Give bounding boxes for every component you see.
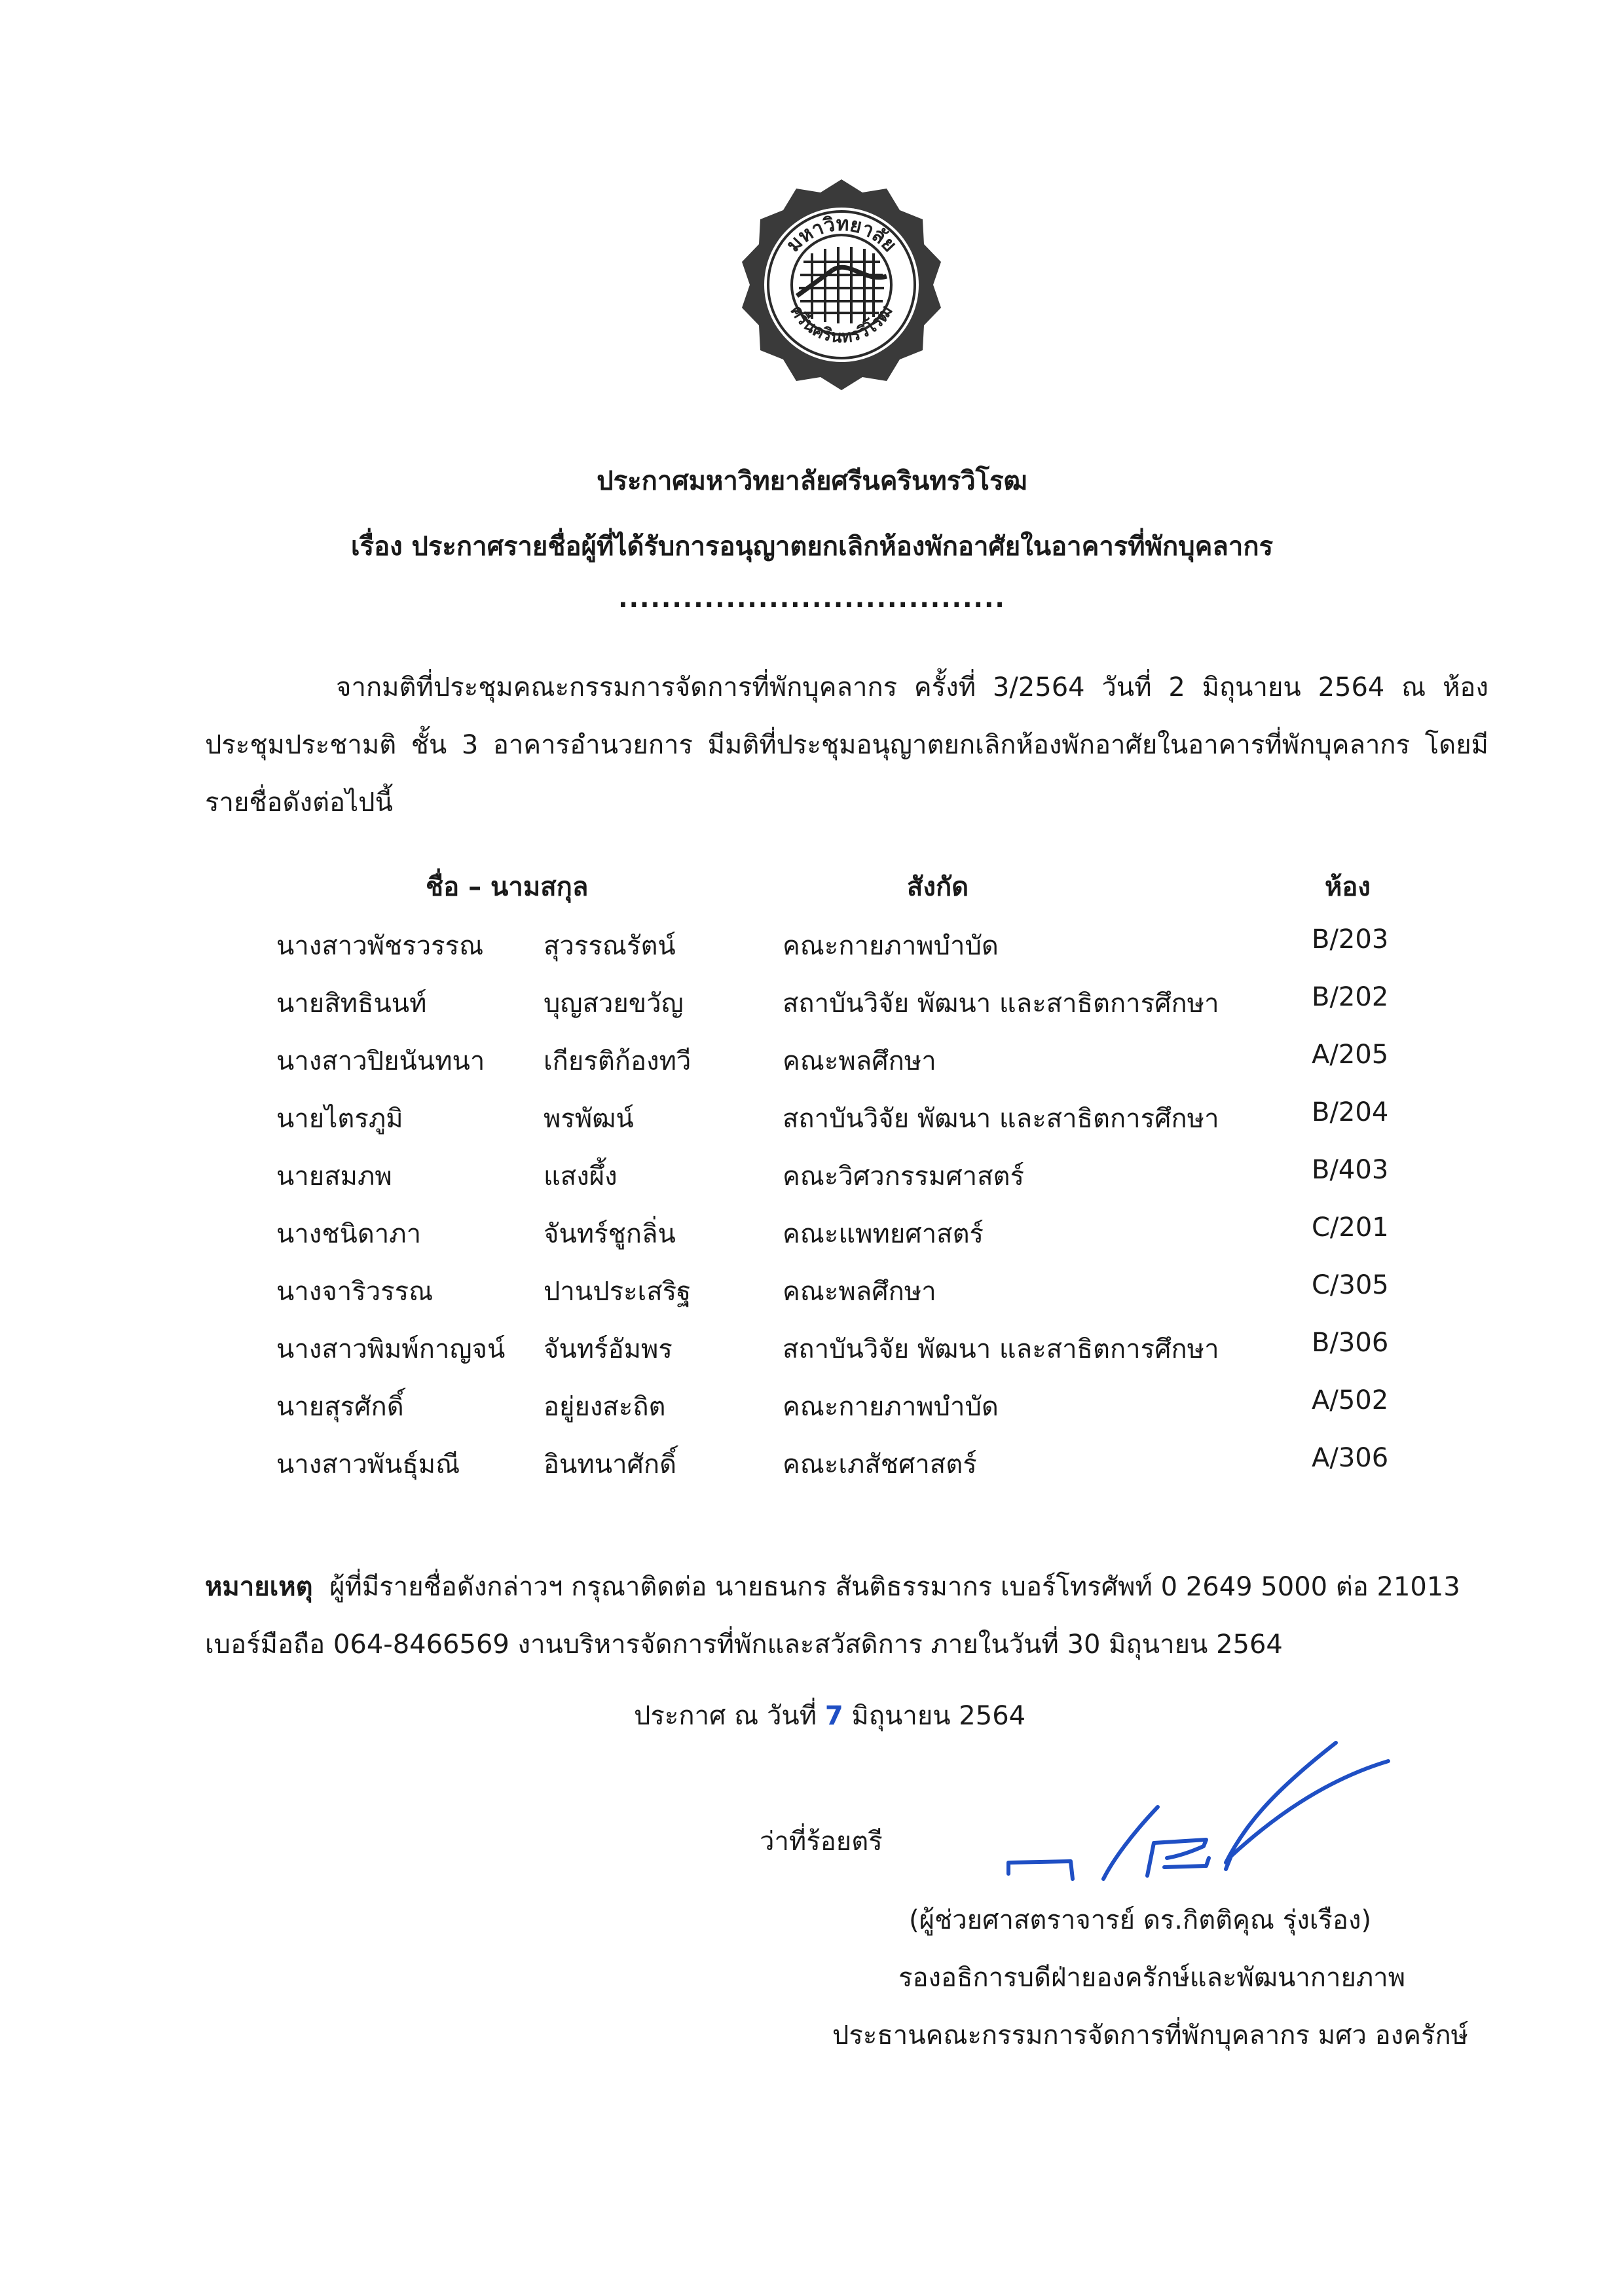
table-row <box>0 1155 1624 1212</box>
room: B/202 <box>1312 982 1389 1012</box>
unit: คณะกายภาพบำบัด <box>783 931 999 961</box>
last-name: อยู่ยงสะถิต <box>544 1392 666 1422</box>
note-label: หมายเหตุ <box>205 1572 313 1602</box>
signer-rank: ว่าที่ร้อยตรี <box>760 1827 883 1857</box>
first-name: นางจาริวรรณ <box>276 1277 434 1307</box>
room: B/306 <box>1312 1328 1389 1358</box>
unit: คณะแพทยศาสตร์ <box>783 1219 984 1249</box>
seal-bottom-text: ศรีนครินทรวิโรฒ <box>786 302 897 348</box>
room: A/306 <box>1312 1443 1389 1473</box>
last-name: ปานประเสริฐ <box>544 1277 692 1307</box>
room: B/204 <box>1312 1097 1389 1127</box>
first-name: นายสุรศักดิ์ <box>276 1392 404 1422</box>
table-row <box>0 1212 1624 1270</box>
table-row <box>0 1328 1624 1385</box>
table-row <box>0 1385 1624 1443</box>
announcement-subject: เรื่อง ประกาศรายชื่อผู้ที่ได้รับการอนุญาตยกเลิกห้องพักอาศัยในอาคารที่พักบุคลากร <box>350 532 1274 562</box>
first-name: นางสาวพันธุ์มณี <box>276 1449 460 1480</box>
unit: สถาบันวิจัย พัฒนา และสาธิตการศึกษา <box>783 989 1219 1019</box>
table-row <box>0 1443 1624 1501</box>
room: C/201 <box>1312 1212 1389 1243</box>
unit: คณะพลศึกษา <box>783 1046 936 1076</box>
announce-suffix: มิถุนายน 2564 <box>851 1701 1026 1731</box>
unit: คณะเภสัชศาสตร์ <box>783 1449 977 1480</box>
title-separator: .................................... <box>618 584 1006 613</box>
unit: คณะวิศวกรรมศาสตร์ <box>783 1161 1024 1192</box>
first-name: นายสมภพ <box>276 1161 392 1192</box>
first-name: นางสาวพิมพ์กาญจน์ <box>276 1334 506 1364</box>
last-name: แสงผึ้ง <box>544 1161 618 1192</box>
unit: คณะพลศึกษา <box>783 1277 936 1307</box>
first-name: นางสาวพัชรวรรณ <box>276 931 484 961</box>
header-room: ห้อง <box>1325 872 1371 902</box>
first-name: นายสิทธินนท์ <box>276 989 427 1019</box>
table-row <box>0 1040 1624 1097</box>
room: C/305 <box>1312 1270 1389 1300</box>
table-row <box>0 1270 1624 1328</box>
seal-top-text: มหาวิทยาลัย <box>782 212 901 257</box>
unit: คณะกายภาพบำบัด <box>783 1392 999 1422</box>
room: B/203 <box>1312 924 1389 955</box>
header-name: ชื่อ – นามสกุล <box>426 872 589 902</box>
unit: สถาบันวิจัย พัฒนา และสาธิตการศึกษา <box>783 1104 1219 1134</box>
first-name: นายไตรภูมิ <box>276 1104 403 1134</box>
first-name: นางชนิดาภา <box>276 1219 422 1249</box>
last-name: บุญสวยขวัญ <box>544 989 684 1019</box>
header-unit: สังกัด <box>907 872 969 902</box>
signer-position-2: ประธานคณะกรรมการจัดการที่พักบุคลากร มศว องครักษ์ <box>832 2020 1469 2050</box>
announce-date <box>634 1694 1025 1736</box>
room: A/502 <box>1312 1385 1389 1415</box>
table-row <box>0 982 1624 1040</box>
last-name: เกียรติก้องทวี <box>544 1046 692 1076</box>
unit: สถาบันวิจัย พัฒนา และสาธิตการศึกษา <box>783 1334 1219 1364</box>
room: A/205 <box>1312 1040 1389 1070</box>
signer-name: (ผู้ช่วยศาสตราจารย์ ดร.กิตติคุณ รุ่งเรือง) <box>909 1905 1372 1935</box>
first-name: นางสาวปิยนันทนา <box>276 1046 485 1076</box>
room: B/403 <box>1312 1155 1389 1185</box>
university-seal <box>735 178 948 392</box>
announcement-title: ประกาศมหาวิทยาลัยศรีนครินทรวิโรฒ <box>597 466 1027 496</box>
table-row <box>0 924 1624 982</box>
last-name: จันทร์อัมพร <box>544 1334 673 1364</box>
last-name: อินทนาศักดิ์ <box>544 1449 677 1480</box>
signer-position-1: รองอธิการบดีฝ่ายองครักษ์และพัฒนากายภาพ <box>898 1963 1406 1993</box>
intro-paragraph <box>205 659 1488 831</box>
announce-prefix: ประกาศ ณ วันที่ <box>634 1701 817 1731</box>
note-text: ผู้ที่มีรายชื่อดังกล่าวฯ กรุณาติดต่อ นายธนกร สันติธรรมากร เบอร์โทรศัพท์ 0 2649 5000 ต่อ 21013 เบอร์มือถือ 064-8466569 งานบริหารจัดการที่พักและสวัสดิการ ภายในวันที่ 30 มิถุนายน 2564 <box>205 1572 1460 1660</box>
last-name: พรพัฒน์ <box>544 1104 634 1134</box>
intro-text: จากมติที่ประชุมคณะกรรมการจัดการที่พักบุคลากร ครั้งที่ 3/2564 วันที่ 2 มิถุนายน 2564 ณ ห้องประชุมประชามติ ชั้น 3 อาคารอำนวยการ มีมติที่ประชุมอนุญาตยกเลิกห้องพักอาศัยในอาคารที่พักบุคลากร โดยมีรายชื่อดังต่อไปนี้ <box>205 672 1488 818</box>
note-paragraph <box>205 1558 1488 1673</box>
table-row <box>0 1097 1624 1155</box>
handwritten-signature <box>995 1728 1401 1905</box>
last-name: สุวรรณรัตน์ <box>544 931 676 961</box>
announce-day: 7 <box>824 1701 843 1731</box>
last-name: จันทร์ชูกลิ่น <box>544 1219 676 1249</box>
